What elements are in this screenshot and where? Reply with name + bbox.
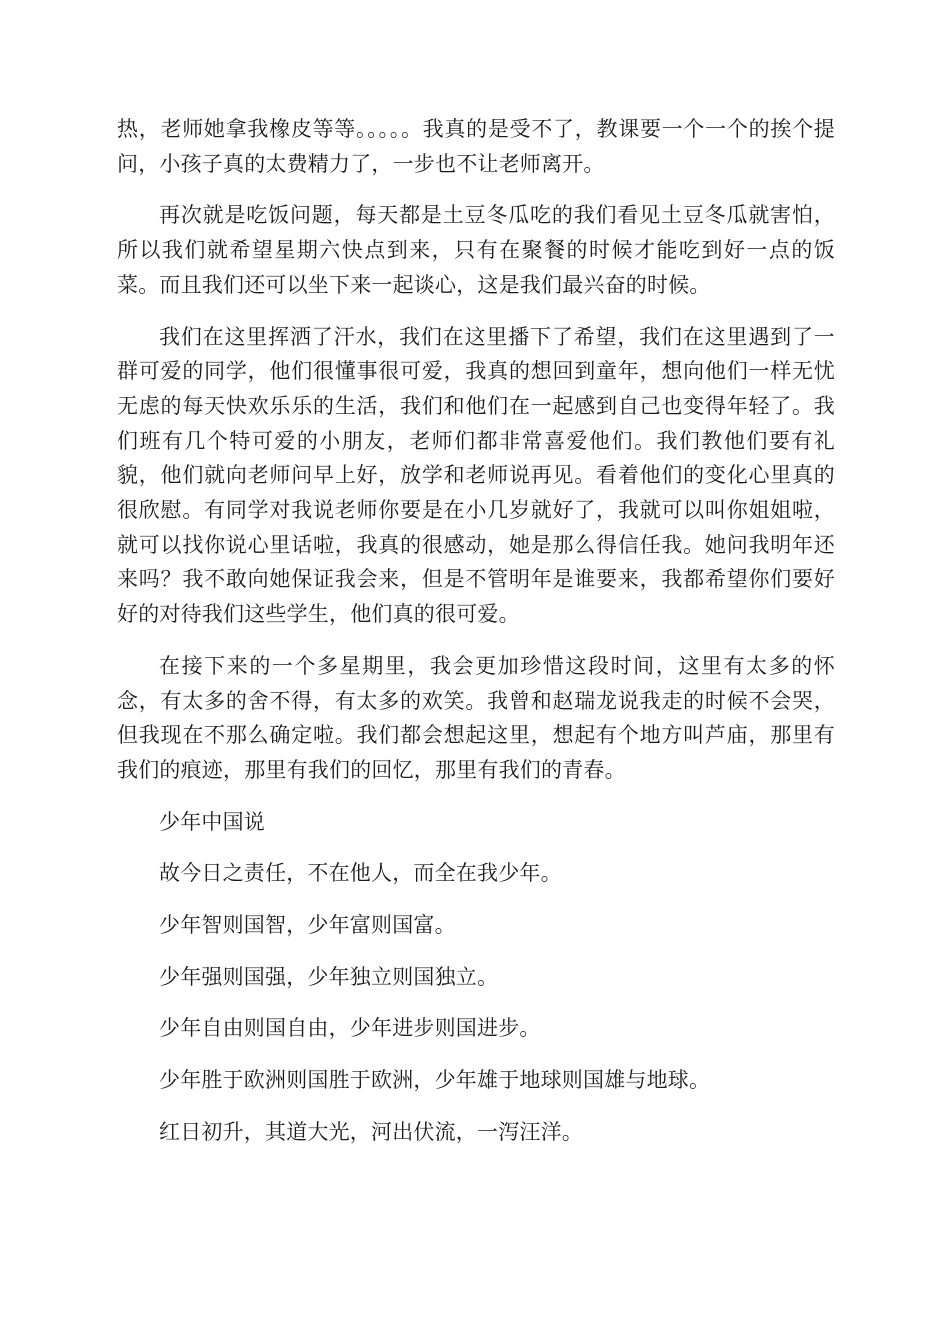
poem-title: 少年中国说	[159, 809, 265, 834]
poem-line: 少年自由则国自由，少年进步则国进步。	[159, 1016, 541, 1041]
paragraph-meals: 再次就是吃饭问题，每天都是土豆冬瓜吃的我们看见土豆冬瓜就害怕，所以我们就希望星期六快点到来，只有在聚餐的时候才能吃到好一点的饭菜。而且我们还可以坐下来一起谈心，这是我们最兴奋的时候。	[117, 203, 835, 297]
poem-line: 少年胜于欧洲则国胜于欧洲，少年雄于地球则国雄与地球。	[159, 1068, 711, 1093]
poem-line: 红日初升，其道大光，河出伏流，一泻汪洋。	[159, 1119, 583, 1144]
paragraph-students: 我们在这里挥洒了汗水，我们在这里播下了希望，我们在这里遇到了一群可爱的同学，他们很懂事很可爱，我真的想回到童年，想向他们一样无忧无虑的每天快欢乐乐的生活，我们和他们在一起感到自己也变得年轻了。我们班有几个特可爱的小朋友，老师们都非常喜爱他们。我们教他们要有礼貌，他们就向老师问早上好，放学和老师说再见。看着他们的变化心里真的很欣慰。有同学对我说老师你要是在小几岁就好了，我就可以叫你姐姐啦，就可以找你说心里话啦，我真的很感动，她是那么得信任我。她问我明年还来吗？我不敢向她保证我会来，但是不管明年是谁要来，我都希望你们要好好的对待我们这些学生，他们真的很可爱。	[117, 324, 835, 627]
poem-line: 少年智则国智，少年富则国富。	[159, 913, 456, 938]
paragraph-continuation: 热，老师她拿我橡皮等等。。。。。我真的是受不了，教课要一个一个的挨个提问，小孩子真的太费精力了，一步也不让老师离开。	[117, 117, 835, 176]
paragraph-reflection: 在接下来的一个多星期里，我会更加珍惜这段时间，这里有太多的怀念，有太多的舍不得，有太多的欢笑。我曾和赵瑞龙说我走的时候不会哭，但我现在不那么确定啦。我们都会想起这里，想起有个地方叫芦庙，那里有我们的痕迹，那里有我们的回忆，那里有我们的青春。	[117, 653, 835, 782]
poem-line: 故今日之责任，不在他人，而全在我少年。	[159, 861, 562, 886]
poem-line: 少年强则国强，少年独立则国独立。	[159, 964, 499, 989]
document-page	[117, 112, 835, 1167]
